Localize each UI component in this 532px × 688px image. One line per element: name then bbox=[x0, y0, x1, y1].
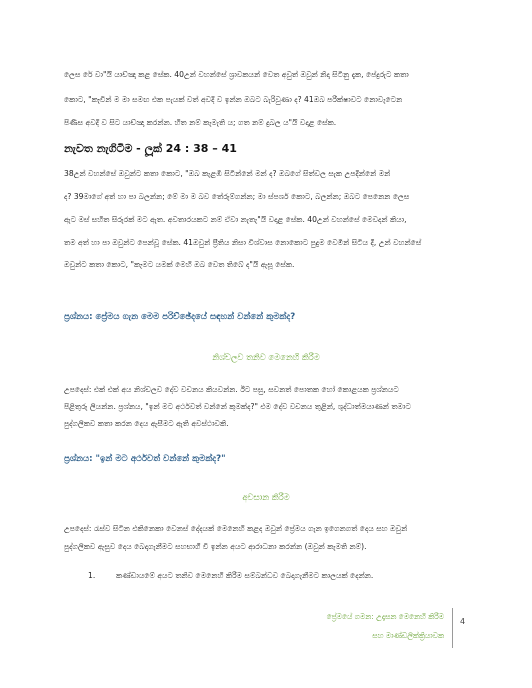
footer-divider bbox=[452, 608, 453, 648]
body-text-line: ඔවුන්ට කතා කොට, "කෑමට යමක් මෙහි ඔබ වෙත තිබේ ද"යි ඇසූ සේක. bbox=[64, 260, 295, 269]
page-number: 4 bbox=[460, 617, 466, 626]
question-heading: ප්‍රශ්නය: "ඉන් මට අර්ථවත් වන්නේ කුමක්ද?" bbox=[64, 454, 226, 464]
footer-subtitle: සහ මාණ්ඩලික්ක්‍රියාවක bbox=[372, 631, 444, 640]
body-text-line: පුද්ගලිකව ඇසුව දෙය බෙදාගැනීමට සහභාගී වී ඉන්න අයට ආරාධනා කරන්න (ඔවුන් කැමති නම්). bbox=[64, 542, 367, 551]
body-text-line: ඇට මස් සහිත සිරුරක් මට ඇත. අවතාරයකට නම් ඒවා නැතැ"යි වදාළ සේක. 40උන් වහන්සේ මෙවදන් කියා, bbox=[64, 215, 407, 224]
section-title: අවසාන කිරීම bbox=[242, 492, 290, 502]
question-heading: ප්‍රශ්නය: ප්‍රේමය ගැන මෙම පරිච්ඡේදයේ සඳහන් වන්නේ කුමක්ද? bbox=[64, 312, 296, 322]
body-text-line: ද? 39මාගේ අත් හා පා බලන්න; මේ මා ම බව තේරුම්ගන්න; මා ස්පර්ශ කොට, බලන්න; ඔබට පෙනෙන ලෙස bbox=[64, 192, 410, 201]
body-text-line: තම අත් හා පා ඔවුන්ට පෙන්වූ සේක. 41ඔවුන් ප්‍රීතිය නිසා විශ්වාස නොකොට පුදුම වෙමින් සිටිය දී, උන් වහන්සේ bbox=[64, 238, 422, 247]
body-text-line: කොට, "කෑවින් ම මා සමඟ එක පැයක් වත් අවදි ව ඉන්න ඔබට බැරිවුණා ද? 41ඔබ පරීක්ෂාවට නොවැටෙන bbox=[64, 95, 403, 104]
body-text-line: පිණිස අවදි ව සිට යාච්ඤා කරන්න. හිත නම් කැමැති ය; ගත නම් දුබල ය"යි වදාළ සේක. bbox=[64, 118, 337, 127]
section-title: නිශ්චලව තනිව මෙනෙහි කිරීම bbox=[212, 352, 320, 362]
list-item-number: 1. bbox=[88, 571, 96, 580]
list-item bbox=[88, 571, 373, 581]
body-text-line: 38උන් වහන්සේ ඔවුන්ට කතා කොට, "ඔබ කැළඹී සිටින්නේ මන් ද? ඔබගේ සිත්වල සැක උපදින්නේ මන් bbox=[64, 169, 391, 178]
list-item-text: කණ්ඩායමේ අයට තනිව මෙනෙහි කිරීම සම්බන්ධව බෙදාගැනීමට කාලයක් දෙන්න. bbox=[116, 571, 374, 580]
body-text-line: පුද්ගලිකව කතා කරන දෙය ඇසීමට ඇති අවස්ථාවකි. bbox=[64, 419, 229, 428]
body-text-line: පිළිතුරු ලියන්න. ප්‍රශ්නය, "ඉන් මට අර්ථවත් වන්නේ කුමක්ද?" එම දේව වචනය තුළින්, ශුද්ධාත්මයාණන් තමාට bbox=[64, 402, 411, 411]
body-text-line: උපදෙස්: රැස්ව සිටින එකිනෙකා වෙනස් දේදයක් මෙනෙහි කළද ඔවුන් ප්‍රේමය ගැන ඉගෙනගත් දෙය සහ ඔවුන් bbox=[64, 524, 408, 533]
footer-title: ප්‍රේමයේ ගමන: උදෑසන මෙනෙහි කිරීම bbox=[326, 612, 444, 621]
scripture-heading: නැවත නැගිටීම - ලූක් 24 : 38 – 41 bbox=[64, 142, 237, 155]
body-text-line: ලෙස රේ වා"යි යාච්ඤා කළ සේක. 40උන් වහන්සේ ශ්‍රාවකයන් වෙත අවුත් ඔවුන් නිදා සිටිනු දැක, පේදුරුට කතා bbox=[64, 70, 409, 79]
body-text-line: උපදෙස්: එක් එක් අය නිශ්චලව දේව වචනය කියවන්න. ඊට පසු, සවනත් පොතක හෝ කොළයක ප්‍රශ්නයට bbox=[64, 385, 399, 394]
